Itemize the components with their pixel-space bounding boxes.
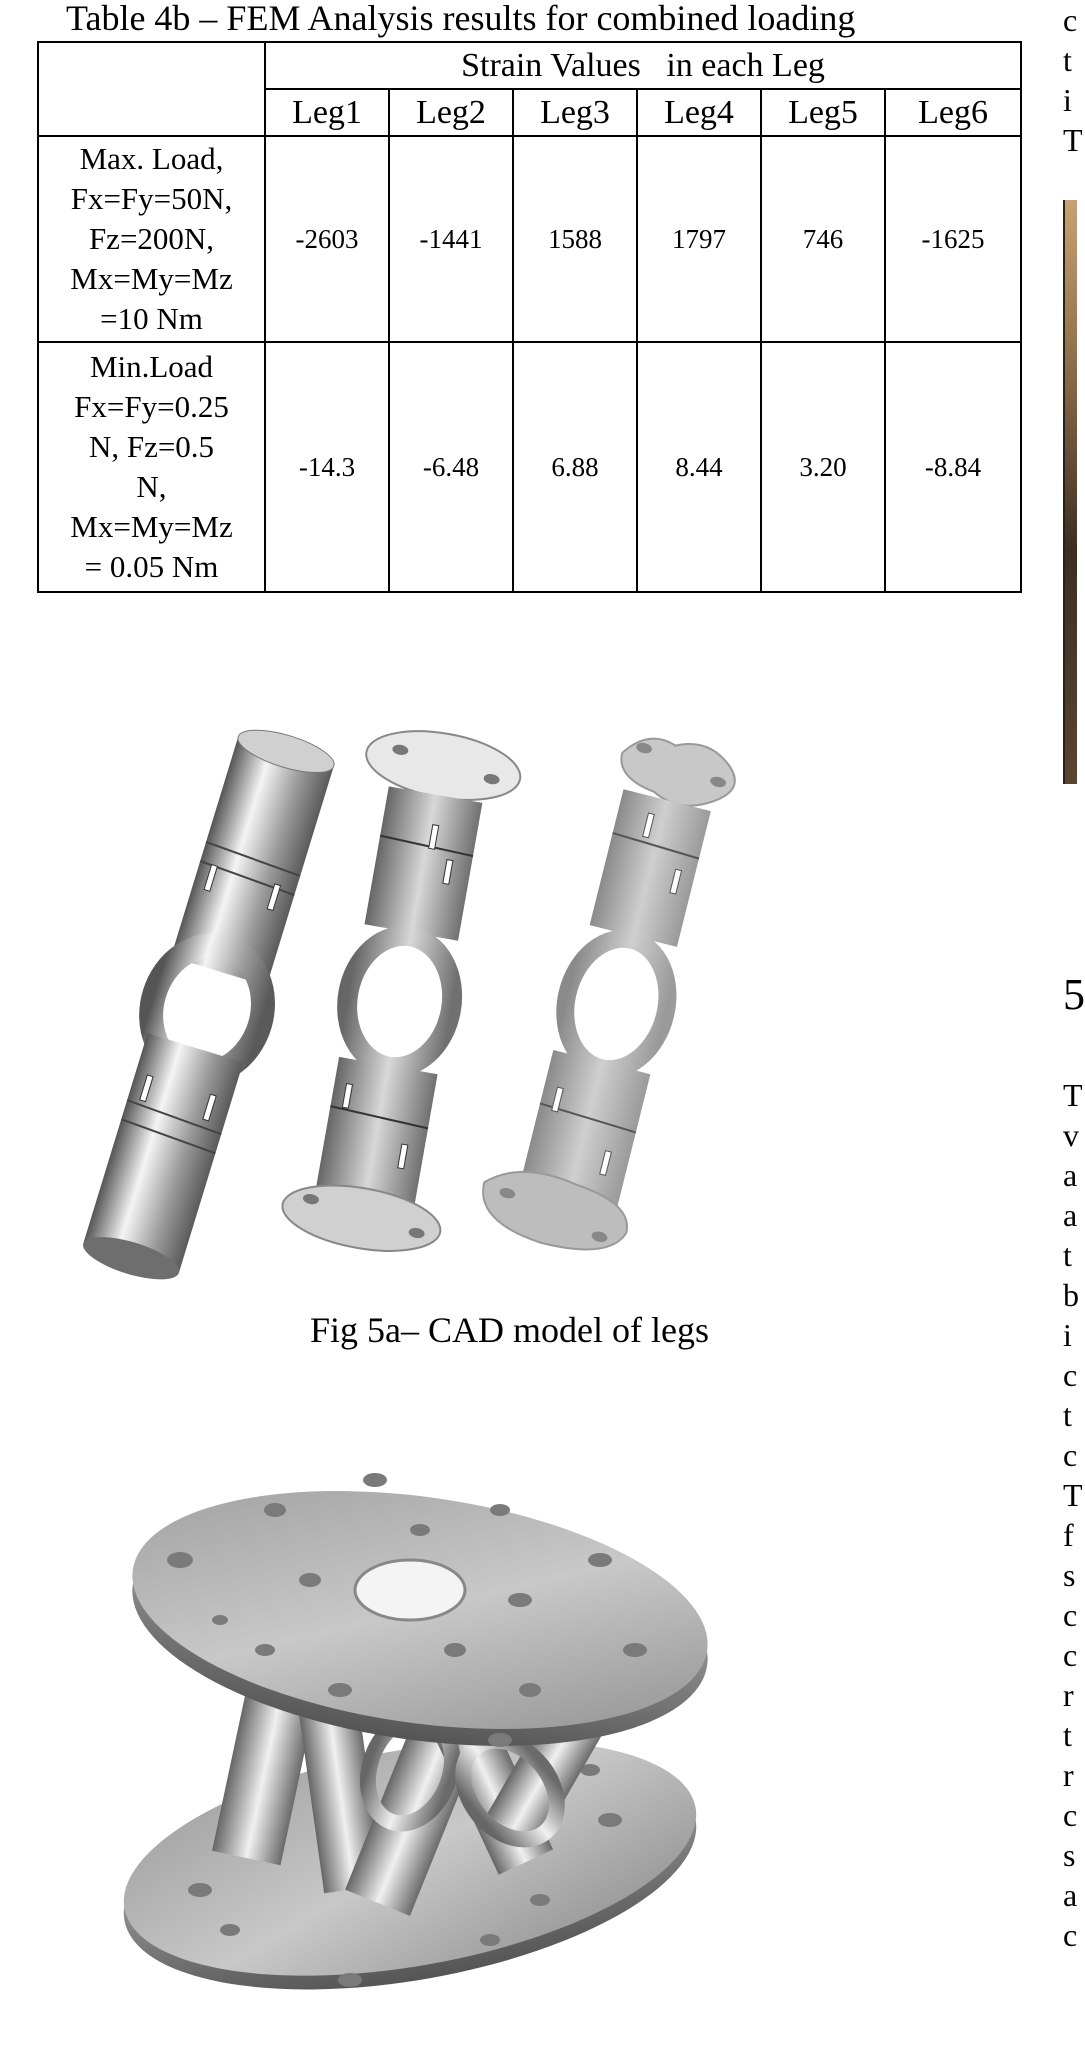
table-cell: 8.44 xyxy=(637,342,761,592)
column-header-leg5: Leg5 xyxy=(761,89,885,136)
table-corner-cell xyxy=(38,42,265,136)
row-label-min-load: Min.Load Fx=Fy=0.25 N, Fz=0.5 N, Mx=My=Mz = 0.05 Nm xyxy=(38,342,265,592)
table-cell: -6.48 xyxy=(389,342,513,592)
column-header-leg1: Leg1 xyxy=(265,89,389,136)
table-caption: Table 4b – FEM Analysis results for combined loading xyxy=(66,0,856,38)
table-cell: 746 xyxy=(761,136,885,342)
right-column-body-text: T v a a t b i c t c T f s c c r t r c s a c xyxy=(1063,1077,1083,1953)
right-column-top-text: c t i T xyxy=(1063,2,1083,158)
right-column-photo xyxy=(1063,200,1077,784)
table-row-max-load xyxy=(38,136,1021,342)
table-cell: -1625 xyxy=(885,136,1021,342)
table-cell: 3.20 xyxy=(761,342,885,592)
column-header-leg2: Leg2 xyxy=(389,89,513,136)
table-cell: 1588 xyxy=(513,136,637,342)
table-cell: -8.84 xyxy=(885,342,1021,592)
leg-model-3 xyxy=(473,720,745,1262)
row-label-max-load: Max. Load, Fx=Fy=50N, Fz=200N, Mx=My=Mz =10 Nm xyxy=(38,136,265,342)
cad-assembly-figure xyxy=(110,1440,710,2020)
fem-results-table xyxy=(37,41,1022,593)
section-heading-number: 5 xyxy=(1063,970,1085,1019)
table-cell: -1441 xyxy=(389,136,513,342)
table-cell: -14.3 xyxy=(265,342,389,592)
table-cell: -2603 xyxy=(265,136,389,342)
column-header-leg3: Leg3 xyxy=(513,89,637,136)
table-row-min-load xyxy=(38,342,1021,592)
table-cell: 6.88 xyxy=(513,342,637,592)
table-group-header: Strain Values in each Leg xyxy=(265,42,1021,89)
table-cell: 1797 xyxy=(637,136,761,342)
column-header-leg4: Leg4 xyxy=(637,89,761,136)
figure-caption: Fig 5a– CAD model of legs xyxy=(310,1310,709,1350)
column-header-leg6: Leg6 xyxy=(885,89,1021,136)
cad-legs-figure xyxy=(60,720,860,1280)
